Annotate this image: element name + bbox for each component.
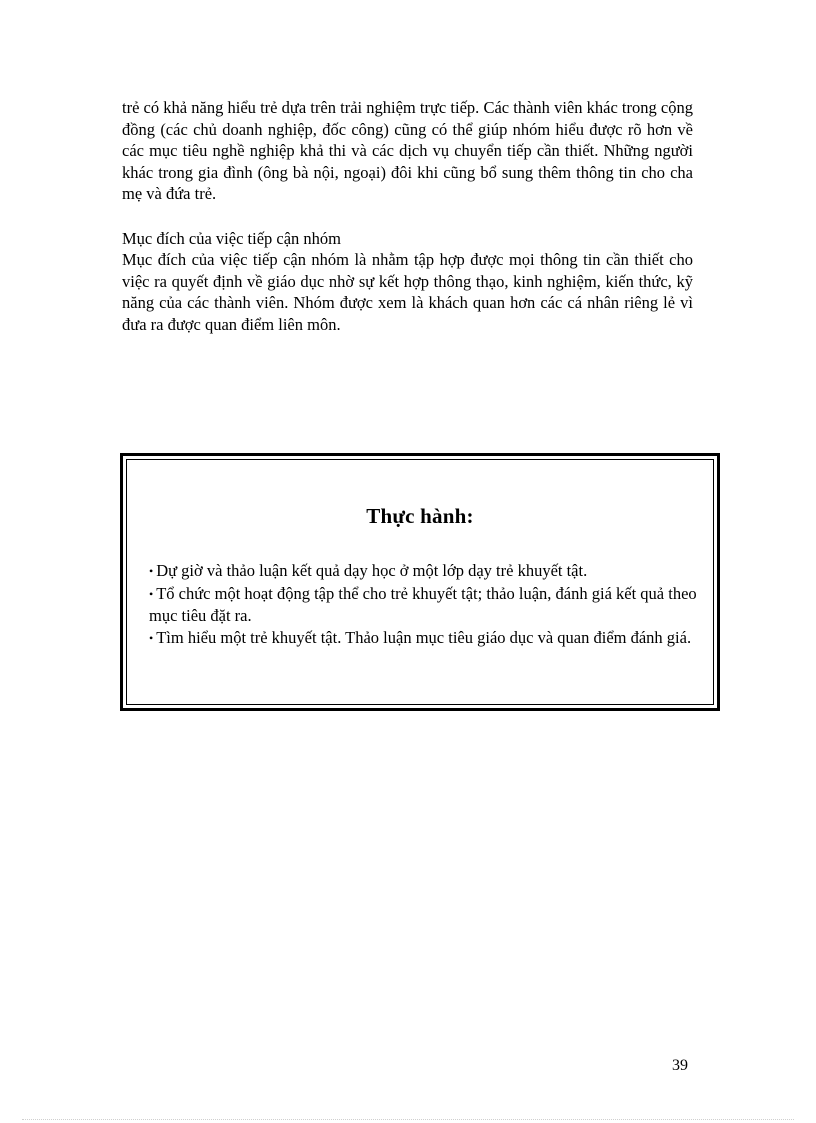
practice-box-inner <box>126 459 714 705</box>
paragraph-team-members: trẻ có khả năng hiểu trẻ dựa trên trải nghiệm trực tiếp. Các thành viên khác trong cộng đồng (các chủ doanh nghiệp, đốc công) cũng có thể giúp nhóm hiểu được rõ hơn về các mục tiêu nghề nghiệp khả thi và các dịch vụ chuyển tiếp cần thiết. Những người khác trong gia đình (ông bà nội, ngoại) đôi khi cũng bổ sung thêm thông tin cho cha mẹ và đứa trẻ. <box>122 98 693 203</box>
bullet-icon: • <box>149 630 154 645</box>
page-number: 39 <box>672 1057 688 1074</box>
paragraph-team-purpose: Mục đích của việc tiếp cận nhóm là nhằm tập hợp được mọi thông tin cần thiết cho việc ra quyết định về giáo dục nhờ sự kết hợp thông thạo, kinh nghiệm, kiến thức, kỹ năng của các thành viên. Nhóm được xem là khách quan hơn các cá nhân riêng lẻ vì đưa ra được quan điểm liên môn. <box>122 250 693 334</box>
practice-item-text: Dự giờ và thảo luận kết quả dạy học ở một lớp dạy trẻ khuyết tật. <box>156 561 588 580</box>
practice-title: Thực hành: <box>366 504 474 528</box>
bullet-icon: • <box>149 586 154 601</box>
practice-item <box>149 560 697 583</box>
page-bottom-divider <box>22 1119 794 1120</box>
practice-item <box>149 627 697 650</box>
section-heading: Mục đích của việc tiếp cận nhóm <box>122 229 342 248</box>
bullet-icon: • <box>149 564 154 578</box>
practice-list <box>149 560 697 649</box>
practice-item <box>149 583 697 627</box>
practice-box <box>120 453 720 711</box>
practice-item-text: Tổ chức một hoạt động tập thể cho trẻ khuyết tật; thảo luận, đánh giá kết quả theo mục tiêu đặt ra. <box>149 583 697 625</box>
practice-item-text: Tìm hiểu một trẻ khuyết tật. Thảo luận mục tiêu giáo dục và quan điểm đánh giá. <box>156 627 692 647</box>
